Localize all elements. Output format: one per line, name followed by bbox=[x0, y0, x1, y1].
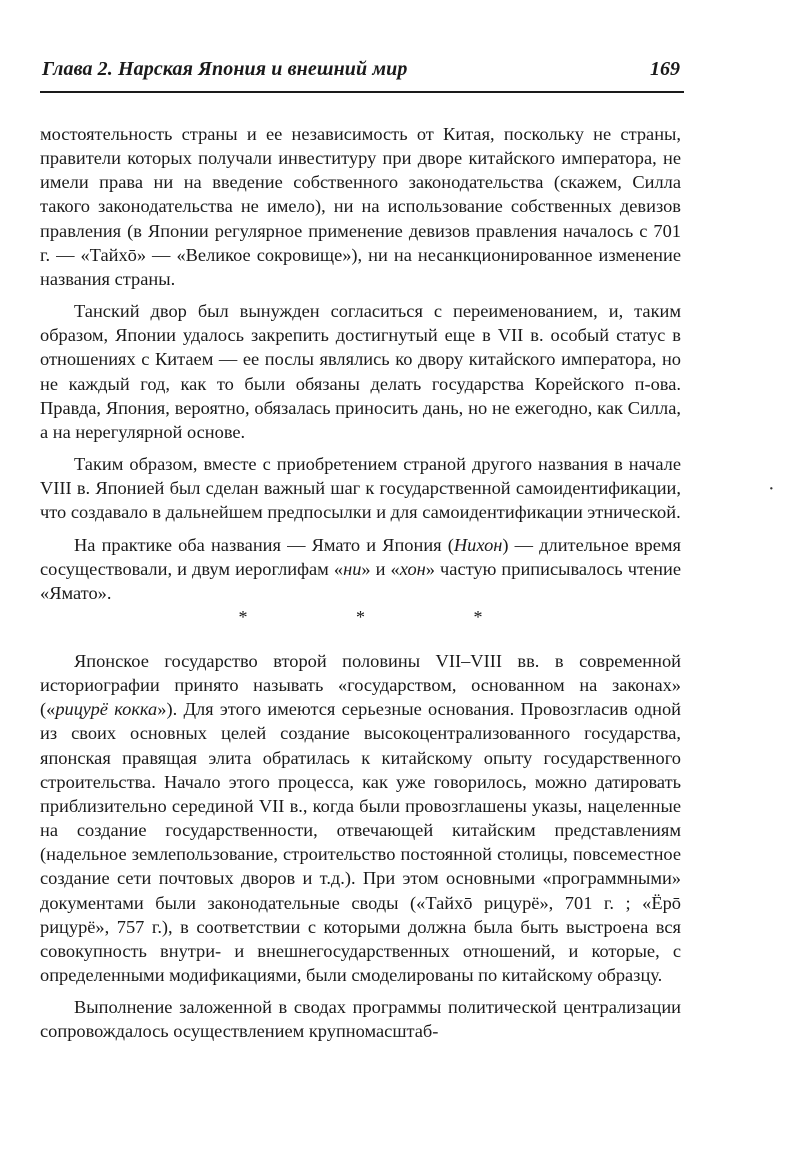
running-head: Глава 2. Нарская Япония и внешний мир bbox=[42, 58, 408, 80]
section-asterism: * * * bbox=[238, 606, 535, 627]
page-number: 169 bbox=[650, 58, 680, 80]
term-ritsuryo-kokka: рицурё кокка bbox=[55, 699, 158, 720]
paragraph-4: На практике оба названия — Ямато и Япония (Нихон) — длительное время сосуществовали, и двум иероглифам «ни» и «хон» частую приписывалось чтение «Ямато». bbox=[40, 534, 681, 603]
term-nihon: Нихон bbox=[453, 534, 503, 555]
body-text bbox=[40, 122, 681, 1043]
paragraph-5: Японское государство второй половины VII–VIII вв. в современной историографии принято называть «государством, основанном на законах» («рицурё кокка»). Для этого имеются серьезные основания. Провозгласив одной из своих основных целей создание высокоцентрализованного государства, японская правящая элита обратилась к китайскому опыту государственного строительства. Начало этого процесса, как уже говорилось, можно датировать приблизительно серединой VII в., когда были провозглашены указы, нацеленные на создание государственности, отвечающей китайским представлениям (надельное землепользование, строительство постоянной столицы, повсеместное создание сети почтовых дворов и т.д.). При этом основными «программными» документами были законодательные своды («Тайхō рицурё», 701 г. ; «Ёрō рицурё», 757 г.), в соответствии с которыми должна была быть выстроена вся совокупность внутри- и внешнегосударственных отношений, и которые, с определенными модификациями, были смоделированы по китайскому образцу. bbox=[40, 650, 681, 985]
paragraph-3: Таким образом, вместе с приобретением страной другого названия в начале VIII в. Японией был сделан важный шаг к государственной самоидентификации, что создавало в дальнейшем предпосылки и для самоидентификации этнической. bbox=[40, 454, 681, 523]
page-header bbox=[42, 58, 680, 88]
paragraph-1: мостоятельность страны и ее независимость от Китая, поскольку не страны, правители которых получали инвеституру при дворе китайского императора, не имели права ни на введение собственного законодательства (скажем, Силла такого законодательства не имело), ни на использование собственных девизов правления (в Японии регулярное применение девизов правления началось с 701 г. — «Тайхō» — «Великое сокровище»), ни на несанкционированное изменение названия страны. bbox=[40, 124, 681, 289]
margin-mark: · bbox=[768, 478, 775, 500]
paragraph-6: Выполнение заложенной в сводах программы политической централизации сопровождалось осуществлением крупномасштаб- bbox=[40, 997, 681, 1042]
header-rule bbox=[40, 91, 684, 93]
paragraph-2: Танский двор был вынужден согласиться с переименованием, и, таким образом, Японии удалось закрепить достигнутый еще в VII в. особый статус в отношениях с Китаем — ее послы являлись ко двору китайского императора, но не каждый год, как то были обязаны делать государства Корейского п-ова. Правда, Япония, вероятно, обязалась приносить дань, но не ежегодно, как Силла, а на нерегулярной основе. bbox=[40, 301, 681, 442]
term-hon: хон bbox=[399, 558, 426, 579]
term-ni: ни bbox=[343, 558, 362, 579]
